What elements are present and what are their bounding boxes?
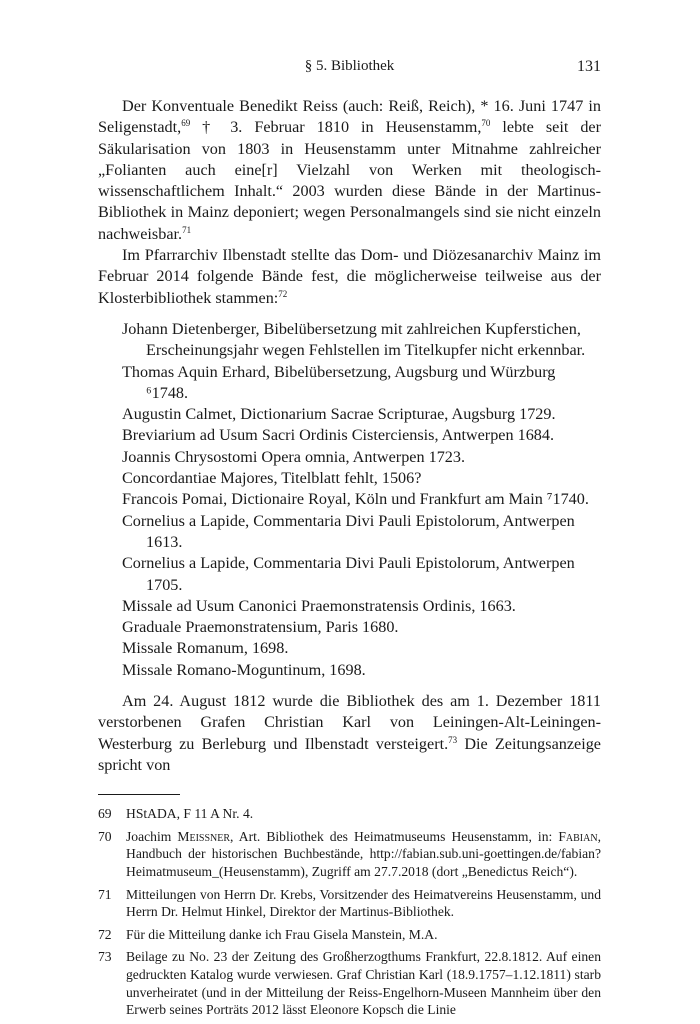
footnote-ref-70[interactable]: 70 — [481, 118, 491, 129]
footnote-69 — [98, 805, 601, 823]
author-name: Meissner — [177, 828, 231, 844]
footnote-divider — [98, 794, 180, 795]
paragraph-text: † 3. Februar 1810 in Heusenstamm, — [190, 118, 482, 137]
book-entry: Breviarium ad Usum Sacri Ordinis Cisterciensis, Antwerpen 1684. — [122, 426, 555, 445]
book-entry: Missale ad Usum Canonici Praemonstratensis Ordinis, 1663. — [122, 596, 516, 615]
paragraph-auction — [98, 691, 601, 776]
footnote-72 — [98, 926, 601, 944]
section-title: § 5. Bibliothek — [304, 58, 395, 74]
book-entry: Johann Dietenberger, Bibelübersetzung mit zahlreichen Kupferstichen, Erscheinungsjahr wegen Fehlstellen im Titelkupfer nicht erkennbar. — [122, 319, 586, 360]
book-entry: Augustin Calmet, Dictionarium Sacrae Scripturae, Augsburg 1729. — [122, 405, 556, 424]
footnote-ref-69[interactable]: 69 — [181, 118, 191, 129]
footnote-text: Beilage zu No. 23 der Zeitung des Großherzogthums Frankfurt, 22.8.1812. Auf einen gedruckten Katalog wurde verwiesen. Graf Christian Karl (18.9.1757–1.12.1811) starb unverheiratet (und in der Mitteilung der Reiss-Engelhorn-Museen Mannheim über den Erwerb seines Porträts 2012 lässt Eleonore Kopsch die Linie — [126, 949, 601, 1018]
series-name: Fabian — [558, 828, 598, 844]
book-entry: Thomas Aquin Erhard, Bibelübersetzung, Augsburg und Würzburg ⁶1748. — [122, 362, 556, 402]
footnote-text: HStADA, F 11 A Nr. 4. — [126, 806, 254, 822]
book-entry: Missale Romano-Moguntinum, 1698. — [122, 660, 366, 679]
footnote-text-part: , Art. Bibliothek des Heimatmuseums Heusenstamm, in: — [230, 828, 559, 844]
paragraph-text: Der Konventuale Benedikt Reiss (auch: Reiß, Reich), * 16. Juni 1747 in Seligenstadt, — [98, 97, 601, 137]
book-entry: Graduale Praemonstratensium, Paris 1680. — [122, 618, 399, 637]
footnote-ref-71[interactable]: 71 — [182, 224, 192, 235]
footnote-ref-72[interactable]: 72 — [278, 288, 288, 299]
footnote-number: 72 — [98, 926, 112, 942]
footnote-number: 70 — [98, 828, 112, 844]
footnote-text-part: Joachim — [126, 828, 178, 844]
running-header — [98, 58, 601, 82]
footnote-text: Für die Mitteilung danke ich Frau Gisela Manstein, M.A. — [126, 926, 438, 942]
book-entry: Concordantiae Majores, Titelblatt fehlt, 1506? — [122, 469, 422, 488]
book-entry: Cornelius a Lapide, Commentaria Divi Pauli Epistolorum, Antwerpen 1705. — [122, 554, 575, 594]
footnote-71 — [98, 886, 601, 921]
paragraph-text: Im Pfarrarchiv Ilbenstadt stellte das Dom- und Diözesanarchiv Mainz im Februar 2014 folgende Bände fest, die möglicherweise teilweise aus der Klosterbibliothek stammen: — [98, 246, 601, 307]
paragraph-text: lebte seit der Säkularisation von 1803 in Heusenstamm unter Mitnahme zahlreicher „Folianten auch eine[r] Vielzahl von Werken mit theologisch-wissenschaftlichem Inhalt.“ 2003 wurden diese Bände in der Martinus-Bibliothek in Mainz deponiert; wegen Personalmangels sind sie nicht einzeln nachweisbar. — [98, 118, 601, 243]
paragraph-text: Die Zeitungsanzeige spricht von — [98, 734, 601, 774]
paragraph-text: Am 24. August 1812 wurde die Bibliothek des am 1. Dezember 1811 verstorbenen Grafen Christian Karl von Leiningen-Alt-Leiningen-Westerburg zu Berleburg und Ilbenstadt versteigert. — [98, 692, 601, 753]
book-entry: Missale Romanum, 1698. — [122, 639, 289, 658]
footnote-number: 73 — [98, 949, 112, 965]
footnote-text — [126, 829, 601, 879]
paragraph-pfarrarchiv — [98, 245, 601, 309]
book-list — [98, 319, 601, 681]
paragraph-benedikt-reiss — [98, 96, 601, 245]
footnote-text-part: , Handbuch der historischen Buchbestände, http://fabian.sub.uni-goettingen.de/fabian?Heimatmuseum_(Heusenstamm), Zugriff am 27.7.2018 (dort „Benedictus Reich“). — [126, 828, 601, 879]
footnote-text: Mitteilungen von Herrn Dr. Krebs, Vorsitzender des Heimatvereins Heusenstamm, und Herrn Dr. Helmut Hinkel, Direktor der Martinus-Bibliothek. — [126, 886, 601, 920]
page-number: 131 — [577, 58, 601, 75]
footnote-number: 69 — [98, 806, 112, 822]
book-entry: Cornelius a Lapide, Commentaria Divi Pauli Epistolorum, Antwerpen 1613. — [122, 511, 575, 551]
book-entry: Francois Pomai, Dictionaire Royal, Köln und Frankfurt am Main ⁷1740. — [122, 490, 589, 509]
footnote-70 — [98, 828, 601, 881]
footnote-number: 71 — [98, 886, 112, 902]
main-text — [98, 96, 601, 1024]
footnote-ref-73[interactable]: 73 — [448, 734, 458, 745]
footnote-73 — [98, 948, 601, 1018]
book-entry: Joannis Chrysostomi Opera omnia, Antwerpen 1723. — [122, 447, 466, 466]
